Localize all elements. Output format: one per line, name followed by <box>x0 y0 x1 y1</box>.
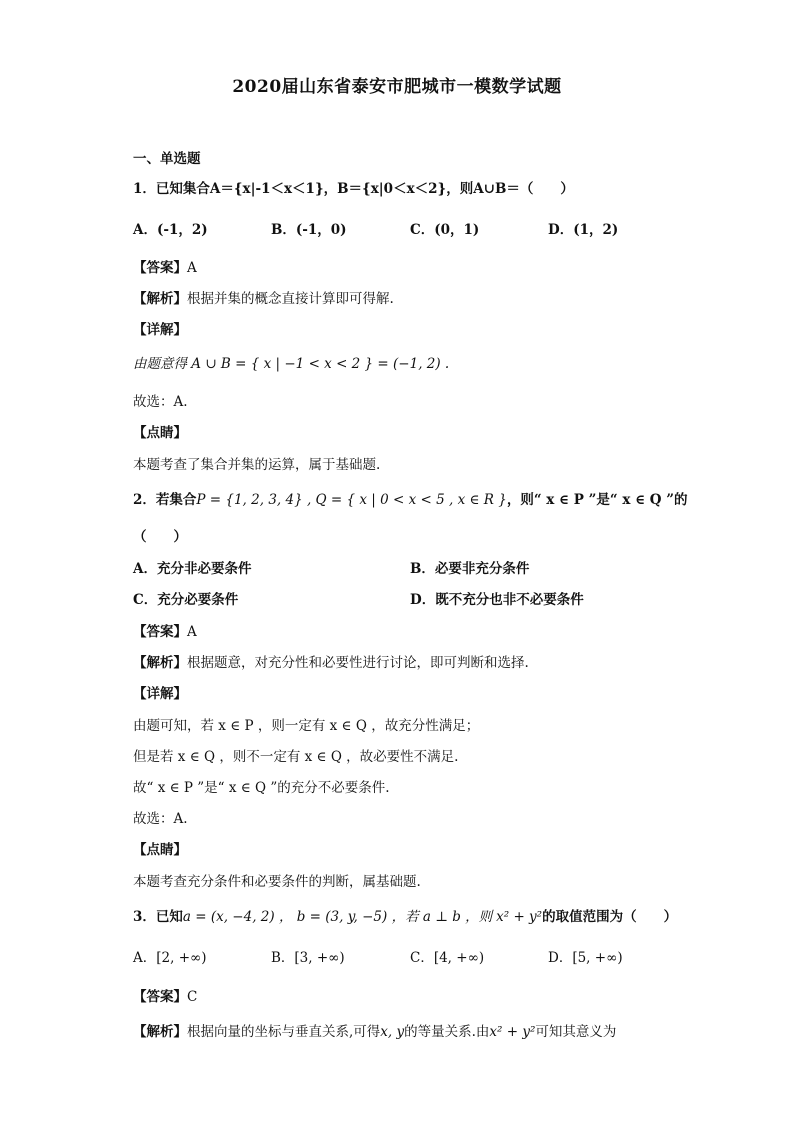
analysis-label: 【解析】 <box>133 1024 187 1040</box>
q2-analysis-row <box>133 651 529 671</box>
q2-answer: A <box>187 624 197 640</box>
answer-label: 【答案】 <box>133 260 187 276</box>
q2-option-d: D．既不充分也非不必要条件 <box>410 592 584 608</box>
q3-stem-vectors: a = (x, −4, 2) ， b = (3, y, −5) ，若 a ⊥ b ，则 <box>182 909 493 925</box>
q3-analysis-a: 根据向量的坐标与垂直关系,可得 <box>187 1024 381 1040</box>
q1-option-a: A．(-1，2) <box>133 222 208 238</box>
answer-label: 【答案】 <box>133 989 187 1005</box>
analysis-label: 【解析】 <box>133 655 187 671</box>
q1-option-d: D．(1，2) <box>548 222 619 238</box>
q3-analysis-e: 可知其意义为 <box>535 1024 617 1040</box>
q3-analysis-expression: x² + y² <box>489 1024 536 1040</box>
q2-stem <box>133 488 687 508</box>
q2-stem-prefix: 2．若集合 <box>133 492 197 508</box>
q2-stem-suffix: ，则“ x ∈ P ”是“ x ∈ Q ”的 <box>506 492 688 508</box>
answer-label: 【答案】 <box>133 624 187 640</box>
q2-answer-row <box>133 620 197 640</box>
q2-option-b: B．必要非充分条件 <box>410 561 530 577</box>
q1-stem: 1．已知集合A＝{x|-1＜x＜1}，B＝{x|0＜x＜2}，则A∪B＝（ ） <box>133 181 574 197</box>
q3-option-a: A．[2, +∞) <box>133 950 207 966</box>
q2-stem-sets: P = {1, 2, 3, 4} , Q = { x | 0 < x < 5 , x ∈ R } <box>196 492 507 508</box>
q2-comment-label: 【点睛】 <box>133 842 187 858</box>
q1-option-c: C．(0，1) <box>410 222 480 238</box>
q3-stem-prefix: 3．已知 <box>133 909 183 925</box>
q3-option-b: B．[3, +∞) <box>271 950 345 966</box>
q2-detail-1: 由题可知，若 x ∈ P ，则一定有 x ∈ Q ，故充分性满足； <box>133 718 480 734</box>
q3-stem-suffix: 的取值范围为（ ） <box>542 909 678 925</box>
q2-detail-label: 【详解】 <box>133 686 187 702</box>
q1-option-b: B．(-1，0) <box>271 222 347 238</box>
q1-answer-row <box>133 256 197 276</box>
q3-option-c: C．[4, +∞) <box>410 950 485 966</box>
q1-analysis: 根据并集的概念直接计算即可得解. <box>187 291 394 307</box>
q2-option-a: A．充分非必要条件 <box>133 561 252 577</box>
q3-analysis-c: 的等量关系.由 <box>404 1024 490 1040</box>
q3-stem-expression: x² + y² <box>496 909 543 925</box>
q1-detail-label: 【详解】 <box>133 322 187 338</box>
q3-stem <box>133 905 677 925</box>
q1-answer: A <box>187 260 197 276</box>
q2-stem-paren: （ ） <box>133 529 187 545</box>
q1-comment: 本题考查了集合并集的运算，属于基础题. <box>133 457 381 473</box>
q2-analysis: 根据题意，对充分性和必要性进行讨论，即可判断和选择. <box>187 655 529 671</box>
q2-detail-3: 故“ x ∈ P ”是“ x ∈ Q ”的充分不必要条件. <box>133 780 390 796</box>
q2-detail-4: 故选：A. <box>133 811 188 827</box>
page-title: 2020届山东省泰安市肥城市一模数学试题 <box>232 77 562 97</box>
q1-detail-1: 由题意得 A ∪ B = { x | −1 < x < 2 } = (−1, 2) . <box>133 356 450 372</box>
q1-detail-2: 故选：A. <box>133 394 188 410</box>
q2-option-c: C．充分必要条件 <box>133 592 239 608</box>
q3-option-d: D．[5, +∞) <box>548 950 623 966</box>
q2-comment: 本题考查充分条件和必要条件的判断，属基础题. <box>133 874 421 890</box>
q1-analysis-row <box>133 287 394 307</box>
q3-analysis-vars: x, y <box>380 1024 405 1040</box>
q1-comment-label: 【点睛】 <box>133 425 187 441</box>
analysis-label: 【解析】 <box>133 291 187 307</box>
section-heading: 一、单选题 <box>133 151 201 167</box>
q3-answer-row <box>133 985 197 1005</box>
q2-detail-2: 但是若 x ∈ Q ，则不一定有 x ∈ Q ，故必要性不满足. <box>133 749 459 765</box>
q3-analysis-row <box>133 1020 616 1040</box>
q3-answer: C <box>187 989 198 1005</box>
